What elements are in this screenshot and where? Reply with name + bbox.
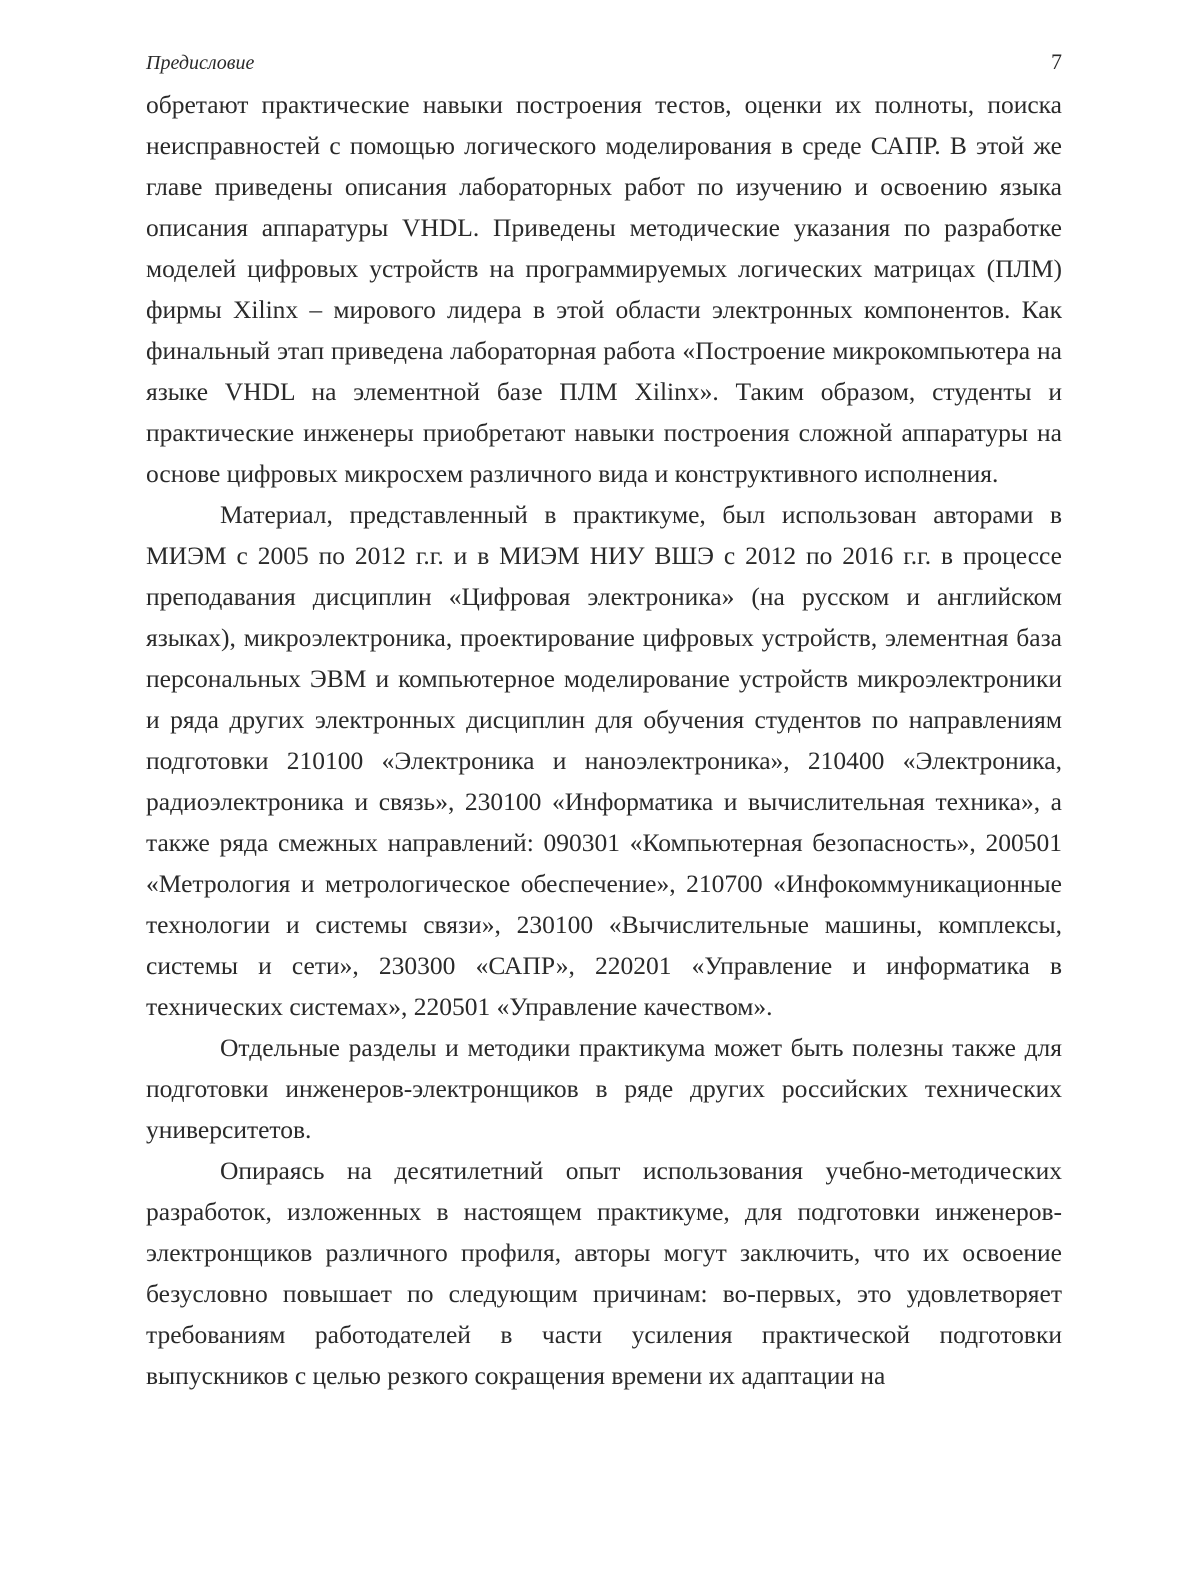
page-number: 7: [1051, 49, 1062, 74]
paragraph-course-usage: Материал, представленный в практикуме, был использован авторами в МИЭМ с 2005 по 2012 г.г. и в МИЭМ НИУ ВШЭ с 2012 по 2016 г.г. в процессе преподавания дисциплин «Цифровая электроника» (на русском и английском языках), микроэлектроника, проектирование цифровых устройств, элементная база персональных ЭВМ и компьютерное моделирование устройств микроэлектроники и ряда других электронных дисциплин для обучения студентов по направлениям подготовки 210100 «Электроника и наноэлектроника», 210400 «Электроника, радиоэлектроника и связь», 230100 «Информатика и вычислительная техника», а также ряда смежных направлений: 090301 «Компьютерная безопасность», 200501 «Метрология и метрологическое обеспечение», 210700 «Инфокоммуникационные технологии и системы связи», 230100 «Вычислительные машины, комплексы, системы и сети», 230300 «САПР», 220201 «Управление и информатика в технических системах», 220501 «Управление качеством».: [146, 500, 1062, 1021]
paragraph-continued: обретают практические навыки построения тестов, оценки их полноты, поиска неисправностей с помощью логического моделирования в среде САПР. В этой же главе приведены описания лабораторных работ по изучению и освоению языка описания аппаратуры VHDL. Приведены методические указания по разработке моделей цифровых устройств на программируемых логических матрицах (ПЛМ) фирмы Xilinx – мирового лидера в этой области электронных компонентов. Как финальный этап приведена лабораторная работа «Построение микрокомпьютера на языке VHDL на элементной базе ПЛМ Xilinx». Таким образом, студенты и практические инженеры приобретают навыки построения сложной аппаратуры на основе цифровых микросхем различного вида и конструктивного исполнения.: [146, 90, 1062, 488]
running-title: Предисловие: [146, 52, 255, 74]
body-text: [146, 84, 1062, 1396]
running-header: [146, 40, 1062, 84]
paragraph-other-universities: Отдельные разделы и методики практикума может быть полезны также для подготовки инженеров-электронщиков в ряде других российских технических университетов.: [146, 1033, 1062, 1144]
document-page: [146, 40, 1062, 1550]
paragraph-experience: Опираясь на десятилетний опыт использования учебно-методических разработок, изложенных в настоящем практикуме, для подготовки инженеров-электронщиков различного профиля, авторы могут заключить, что их освоение безусловно повышает по следующим причинам: во-первых, это удовлетворяет требованиям работодателей в части усиления практической подготовки выпускников с целью резкого сокращения времени их адаптации на: [146, 1156, 1062, 1390]
